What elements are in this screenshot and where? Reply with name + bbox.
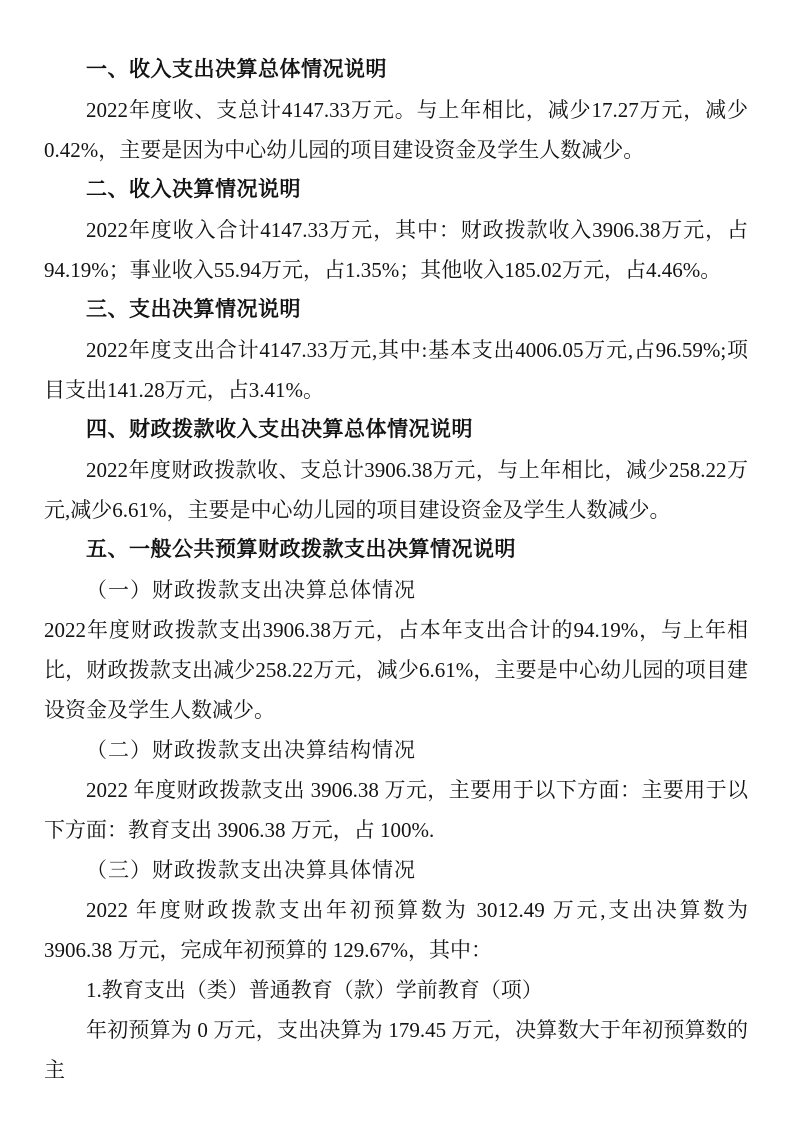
paragraph: 2022年度收、支总计4147.33万元。与上年相比，减少17.27万元，减少0.42%，主要是因为中心幼儿园的项目建设资金及学生人数减少。: [44, 98, 748, 162]
subsection-heading-3: （三）财政拨款支出决算具体情况: [86, 858, 416, 882]
document-body: [44, 50, 748, 1090]
paragraph: 2022 年度财政拨款支出 3906.38 万元，主要用于以下方面：主要用于以下方面：教育支出 3906.38 万元，占 100%.: [44, 778, 748, 842]
paragraph: 年初预算为 0 万元，支出决算为 179.45 万元，决算数大于年初预算数的主: [44, 1018, 748, 1082]
paragraph: 2022年度财政拨款支出3906.38万元，占本年支出合计的94.19%，与上年相比，财政拨款支出减少258.22万元，减少6.61%，主要是中心幼儿园的项目建设资金及学生人数减少。: [44, 618, 748, 722]
section-heading-1: 一、收入支出决算总体情况说明: [86, 58, 387, 81]
paragraph: 2022年度收入合计4147.33万元，其中：财政拨款收入3906.38万元，占94.19%；事业收入55.94万元，占1.35%；其他收入185.02万元，占4.46%。: [44, 218, 748, 282]
section-heading-4: 四、财政拨款收入支出决算总体情况说明: [86, 418, 473, 441]
paragraph: 2022年度支出合计4147.33万元,其中:基本支出4006.05万元,占96.59%;项目支出141.28万元，占3.41%。: [44, 338, 748, 402]
subsection-heading-1: （一）财政拨款支出决算总体情况: [86, 578, 416, 602]
subsection-heading-2: （二）财政拨款支出决算结构情况: [86, 738, 416, 762]
paragraph: 2022年度财政拨款收、支总计3906.38万元，与上年相比，减少258.22万元,减少6.61%，主要是中心幼儿园的项目建设资金及学生人数减少。: [44, 458, 748, 522]
section-heading-5: 五、一般公共预算财政拨款支出决算情况说明: [86, 538, 516, 561]
paragraph: 2022 年度财政拨款支出年初预算数为 3012.49 万元,支出决算数为 3906.38 万元，完成年初预算的 129.67%，其中：: [44, 898, 748, 962]
list-item-paragraph: 1.教育支出（类）普通教育（款）学前教育（项）: [86, 978, 543, 1002]
section-heading-2: 二、收入决算情况说明: [86, 178, 301, 201]
section-heading-3: 三、支出决算情况说明: [86, 298, 301, 321]
